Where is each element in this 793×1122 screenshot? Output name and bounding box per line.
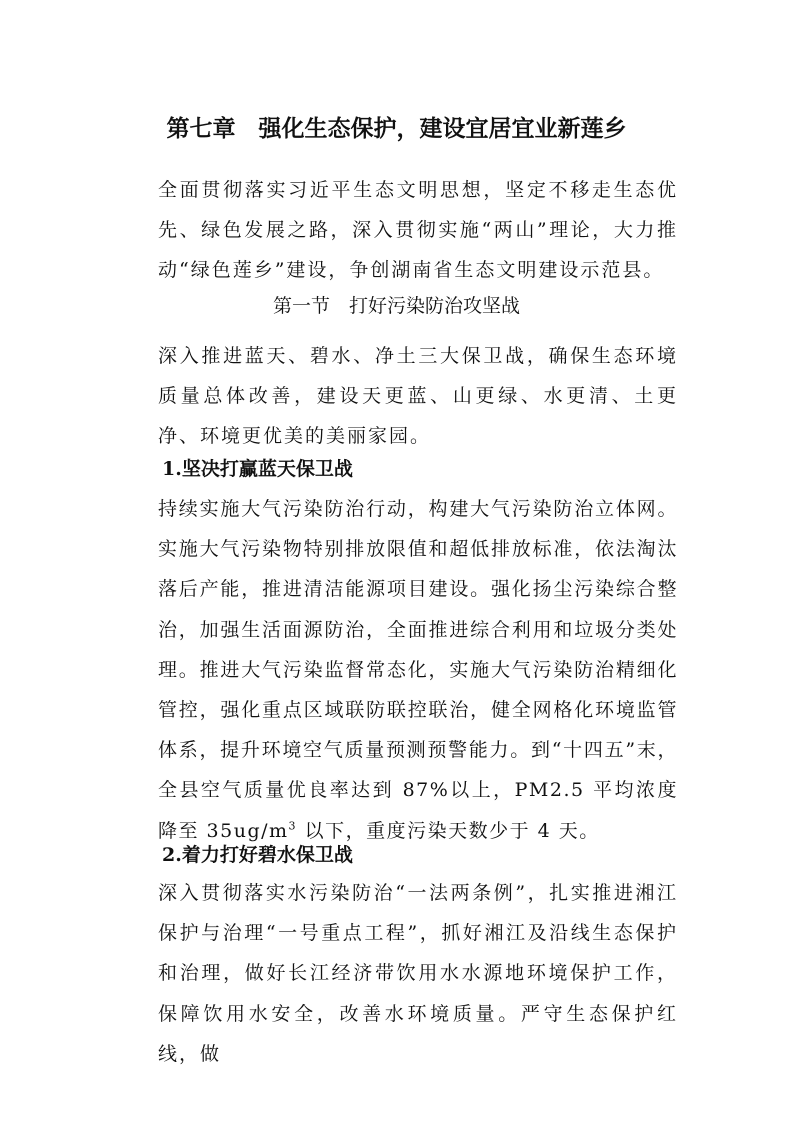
subsection-2-text: 深入贯彻落实水污染防治“一法两条例”，扎实推进湘江保护与治理“一号重点工程”，抓好湘江及沿线生态保护和治理，做好长江经济带饮用水水源地环境保护工作，保障饮用水安全，改善水环境质量。严守生态保护红线，做 (158, 882, 678, 1065)
chapter-title: 第七章 强化生态保护，建设宜居宜业新莲乡 (166, 116, 627, 142)
subsection-1-text (118, 489, 678, 851)
section-title: 第一节 打好污染防治攻坚战 (272, 295, 520, 317)
section-intro-paragraph (118, 336, 678, 457)
intro-paragraph (118, 170, 678, 291)
intro-paragraph-text: 全面贯彻落实习近平生态文明思想，坚定不移走生态优先、绿色发展之路，深入贯彻实施“两山”理论，大力推动“绿色莲乡”建设，争创湖南省生态文明建设示范县。 (158, 179, 678, 282)
subsection-1-heading: 1.坚决打赢蓝天保卫战 (162, 458, 353, 480)
subsection-1-text-main: 持续实施大气污染防治行动，构建大气污染防治立体网。实施大气污染物特别排放限值和超低排放标准，依法淘汰落后产能，推进清洁能源项目建设。强化扬尘污染综合整治，加强生活面源防治，全面推进综合利用和垃圾分类处理。推进大气污染监督常态化，实施大气污染防治精细化管控，强化重点区域联防联控联治，健全网格化环境监管体系，提升环境空气质量预测预警能力。到“十四五”末，全县空气质量优良率达到 87%以上，PM2.5 平均浓度降至 35ug/m (158, 498, 678, 842)
superscript-cubic: 3 (288, 819, 298, 833)
subsection-2-heading: 2.着力打好碧水保卫战 (162, 844, 353, 866)
subsection-1-body (118, 489, 678, 851)
subsection-1-text-tail: 以下，重度污染天数少于 4 天。 (297, 819, 600, 842)
section-intro-text: 深入推进蓝天、碧水、净土三大保卫战，确保生态环境质量总体改善，建设天更蓝、山更绿、水更清、土更净、环境更优美的美丽家园。 (158, 345, 678, 448)
subsection-2-body (118, 873, 678, 1074)
